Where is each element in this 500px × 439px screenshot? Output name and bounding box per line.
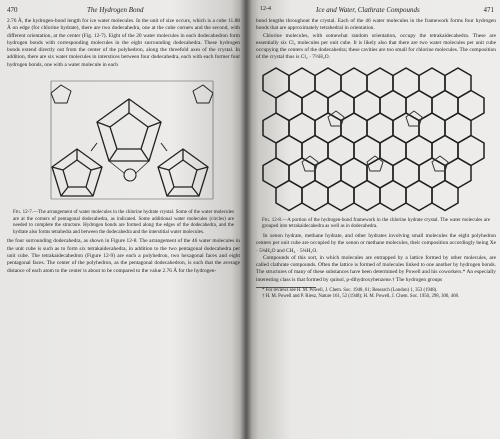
right-page [246, 0, 500, 439]
left-page [0, 0, 246, 439]
right-dodecahedron [158, 149, 208, 196]
right-paragraph-top-text: bond lengths throughout the crystal. Each of the 46 water molecules in the framework forms four hydrogen bonds that are approximately tetrahedral in orientation. [256, 18, 496, 32]
right-page-number: 471 [483, 6, 494, 14]
figure-12-7 [7, 71, 237, 207]
left-paragraph-top-text: 2.76 Å, the hydrogen-bond length for ice water molecules. In the unit of size occurs, which is a cube 11.88 Å on edge (for chlorine hydrate), there are two dodecahedra, one at the cube corners and the second, with different orientation, at the center (Fig. 12-7). Eight of the 20 water molecules in each dodecahedron form hydrogen bonds with corresponding molecules in the eight surrounding dodecahedra. These hydrogen bonds extend directly out from the center of the polyhedron, along the threefold axes of the crystal. In addition, there are six water molecules in interstices between four dodecahedra, each with each former four hydrogen bonds, one with a water molecule in each [7, 18, 240, 68]
interstitial-water-molecule [124, 169, 136, 181]
footnotes [256, 288, 496, 301]
figure-12-7-label: Fig. 12-7. [13, 210, 34, 216]
figure-12-8 [256, 65, 494, 215]
hydrogen-bond-framework [263, 68, 484, 211]
figure-12-7-illustration [7, 71, 237, 207]
book-gutter-shadow [240, 0, 252, 439]
left-running-title: The Hydrogen Bond [87, 6, 144, 14]
right-paragraph-compounds-text: Compounds of this sort, in which molecules are entrapped by a lattice formed by other molecules, are called clathrate compounds. Often the lattice is formed of molecules linked to one another by hydrogen bonds. The structures of many of these substances have been determined by Powell and his coworkers.* An especially interesting class is that formed by quinol, p-dihydroxybenzene.† The hydrogen groups [256, 254, 496, 283]
right-paragraphs-top [256, 18, 496, 62]
figure-12-7-caption [7, 210, 240, 236]
right-paragraph-chlorine-text: Chlorine molecules, with somewhat random orientation, occupy the tetrakaidecahedra. These are essentially six Cl₂ molecules per unit cube. It is likely also that there are two water molecules per unit cube occupying the centers of the dodecahedra; these cavities are too small for chlorine molecules. The composition of the crystal thus is Cl₂ · 7⅔H₂O. [256, 32, 496, 61]
figure-12-7-caption-text: —The arrangement of water molecules in the chlorine hydrate crystal. Some of the water molecules are at the corners of pentagonal dodecahedra, as indicated. Some additional water molecules (circles) are needed to complete the structure. Hydrogen bonds are formed along the edges of the dodecahedra, and the hydrate also forms tetrahedra and between the dodecahedra and the interstitial water molecules. [13, 210, 234, 235]
figure-12-8-caption-text: —A portion of the hydrogen-bond framework in the chlorine hydrate crystal. The water molecules are grouped into tetrakaidecahedra as well as in dodecahedra. [262, 217, 490, 230]
footnote-2: † H. M. Powell and P. Riesz, Nature 161, 52 (1948); H. M. Powell, J. Chem. Soc. 1950, 298, 300, 468. [262, 294, 460, 300]
left-page-number: 470 [7, 6, 18, 14]
right-running-title: Ice and Water, Clathrate Compounds [316, 6, 420, 14]
left-paragraph-bottom [7, 238, 240, 274]
figure-12-8-illustration [256, 65, 494, 215]
right-paragraph-xenon-text: In xenon hydrate, methane hydrate, and other hydrates involving small molecules the eight polyhedron centers per unit cube are occupied by the xenon or methane molecules, their composition accordingly being Xe · 5¾H₂O and CH₄ · 5¾H₂O. [256, 232, 496, 254]
right-running-head [256, 6, 496, 18]
left-paragraph-bottom-text: the four surrounding dodecahedra, as shown in Figure 12-8. The arrangement of the 46 water molecules in the unit cube is such as to form six tetrakaidecahedra, in addition to the two pentagonal dodecahedra per unit cube. The tetrakaidecahedron (Figure 12-9) are each a polyhedron, two hexagonal faces and eight pentagonal faces. The center of the polyhedron, as the pentagonal dodecahedron, is such that the average distance of each atom to the center is about to be compared to the value 2.76 Å for the hydrogen- [7, 238, 240, 274]
figure-12-8-label: Fig. 12-8. [262, 217, 283, 223]
left-running-head [7, 6, 240, 18]
left-paragraph-top [7, 18, 240, 69]
central-dodecahedron [97, 99, 161, 161]
footnote-1: * For reviews see H. M. Powell, J. Chem. Soc. 1948, 61; Research (London) 1, 353 (1948). [262, 288, 438, 294]
right-section-code: 12-4 [260, 6, 271, 12]
right-paragraphs-bottom [256, 233, 496, 284]
figure-12-8-caption [256, 218, 496, 231]
left-dodecahedron [52, 149, 102, 196]
